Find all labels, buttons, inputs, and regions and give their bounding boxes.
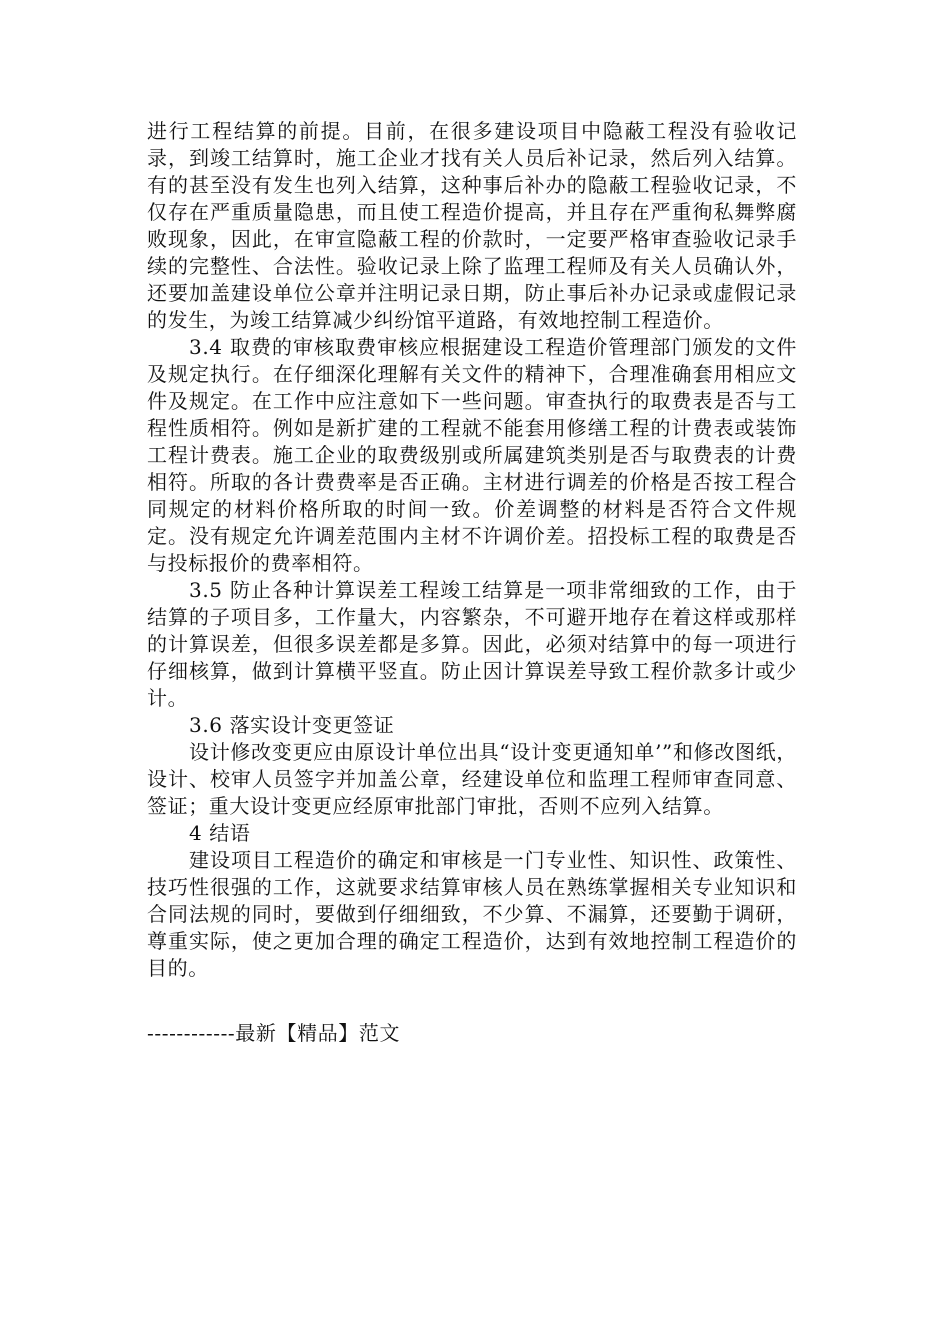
paragraph-section-3-6-design-changes: 设计修改变更应由原设计单位出具“设计变更通知单’”和修改图纸，设计、校审人员签字并加盖公章，经建设单位和监理工程师审查同意、签证；重大设计变更应经原审批部门审批，否则不应列入结算。 <box>147 740 797 818</box>
paragraph-conclusion: 建设项目工程造价的确定和审核是一门专业性、知识性、政策性、技巧性很强的工作，这就要求结算审核人员在熟练掌握相关专业知识和合同法规的同时，要做到仔细细致，不少算、不漏算，还要勤于调研，尊重实际，使之更加合理的确定工程造价，达到有效地控制工程造价的目的。 <box>147 848 797 980</box>
paragraph-section-3-5-calculation-errors: 3.5 防止各种计算误差工程竣工结算是一项非常细致的工作，由于结算的子项目多，工作量大，内容繁杂，不可避开地存在着这样或那样的计算误差，但很多误差都是多算。因此，必须对结算中的每一项进行仔细核算，做到计算横平竖直。防止因计算误差导致工程价款多计或少计。 <box>147 578 797 710</box>
paragraph-section-3-4-fee-review: 3.4 取费的审核取费审核应根据建设工程造价管理部门颁发的文件及规定执行。在仔细深化理解有关文件的精神下，合理准确套用相应文件及规定。在工作中应注意如下一些问题。审查执行的取费表是否与工程性质相符。例如是新扩建的工程就不能套用修缮工程的计费表或装饰工程计费表。施工企业的取费级别或所属建筑类别是否与取费表的计费相符。所取的各计费费率是否正确。主材进行调差的价格是否按工程合同规定的材料价格所取的时间一致。价差调整的材料是否符合文件规定。没有规定允许调差范围内主材不许调价差。招投标工程的取费是否与投标报价的费率相符。 <box>147 335 797 575</box>
heading-section-3-6: 3.6 落实设计变更签证 <box>189 713 395 737</box>
footer-text: ------------最新【精品】范文 <box>147 1021 401 1045</box>
paragraph-hidden-works-continuation: 进行工程结算的前提。目前，在很多建设项目中隐蔽工程没有验收记录，到竣工结算时，施工企业才找有关人员后补记录，然后列入结算。有的甚至没有发生也列入结算，这种事后补办的隐蔽工程验收记录，不仅存在严重质量隐患，而且使工程造价提高，并且存在严重徇私舞弊腐败现象，因此，在审宣隐蔽工程的价款时，一定要严格审查验收记录手续的完整性、合法性。验收记录上除了监理工程师及有关人员确认外，还要加盖建设单位公章并注明记录日期，防止事后补办记录或虚假记录的发生，为竣工结算减少纠纷馆平道路，有效地控制工程造价。 <box>147 119 797 332</box>
heading-section-4-conclusion: 4 结语 <box>189 821 251 845</box>
document-body <box>147 118 797 982</box>
